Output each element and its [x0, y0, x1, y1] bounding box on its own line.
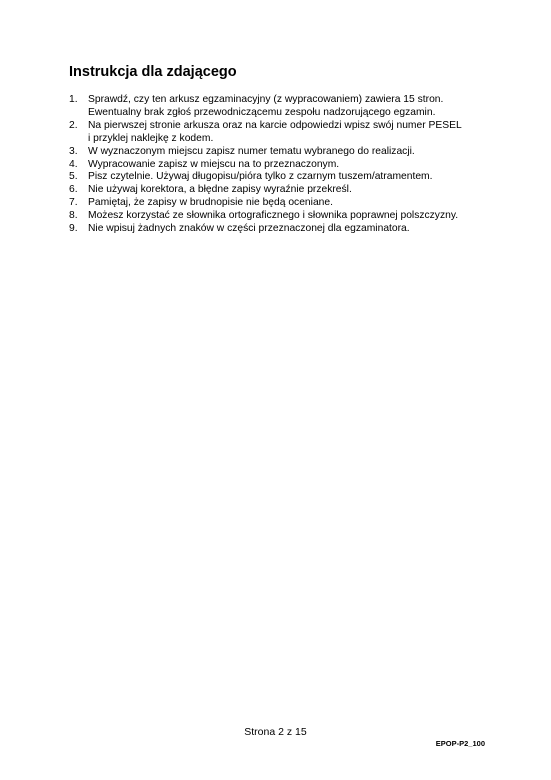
item-text: W wyznaczonym miejscu zapisz numer tematu wybranego do realizacji. — [88, 145, 415, 157]
item-number: 7. — [69, 197, 78, 209]
instruction-list — [69, 94, 489, 236]
item-number: 8. — [69, 210, 78, 222]
list-item — [69, 197, 489, 210]
page-number: Strona 2 z 15 — [244, 726, 307, 738]
item-number: 9. — [69, 223, 78, 235]
item-text: Sprawdź, czy ten arkusz egzaminacyjny (z wypracowaniem) zawiera 15 stron. — [88, 94, 444, 105]
item-number: 2. — [69, 119, 78, 131]
item-text: Pisz czytelnie. Używaj długopisu/pióra tylko z czarnym tuszem/atramentem. — [88, 171, 433, 183]
item-number: 3. — [69, 145, 78, 157]
list-item — [69, 94, 489, 120]
list-item — [69, 223, 489, 236]
item-text: Możesz korzystać ze słownika ortograficznego i słownika poprawnej polszczyzny. — [88, 210, 459, 222]
list-item — [69, 146, 489, 159]
item-number: 1. — [69, 94, 78, 105]
list-item — [69, 184, 489, 197]
list-item — [69, 210, 489, 223]
exam-code: EPOP-P2_100 — [435, 739, 485, 748]
item-text: Pamiętaj, że zapisy w brudnopisie nie będą oceniane. — [88, 197, 333, 209]
item-number: 4. — [69, 158, 78, 170]
list-item — [69, 120, 489, 146]
item-text: Na pierwszej stronie arkusza oraz na karcie odpowiedzi wpisz swój numer PESEL — [88, 119, 462, 131]
item-text: Nie wpisuj żadnych znaków w części przeznaczonej dla egzaminatora. — [88, 223, 410, 235]
page-title: Instrukcja dla zdającego — [69, 64, 237, 80]
item-text: Wypracowanie zapisz w miejscu na to przeznaczonym. — [88, 158, 340, 170]
item-number: 6. — [69, 184, 78, 196]
list-item — [69, 159, 489, 172]
item-continuation: Ewentualny brak zgłoś przewodniczącemu zespołu nadzorującego egzamin. — [88, 106, 436, 118]
item-continuation: i przyklej naklejkę z kodem. — [88, 132, 214, 144]
item-text: Nie używaj korektora, a błędne zapisy wyraźnie przekreśl. — [88, 184, 352, 196]
list-item — [69, 171, 489, 184]
item-number: 5. — [69, 171, 78, 183]
